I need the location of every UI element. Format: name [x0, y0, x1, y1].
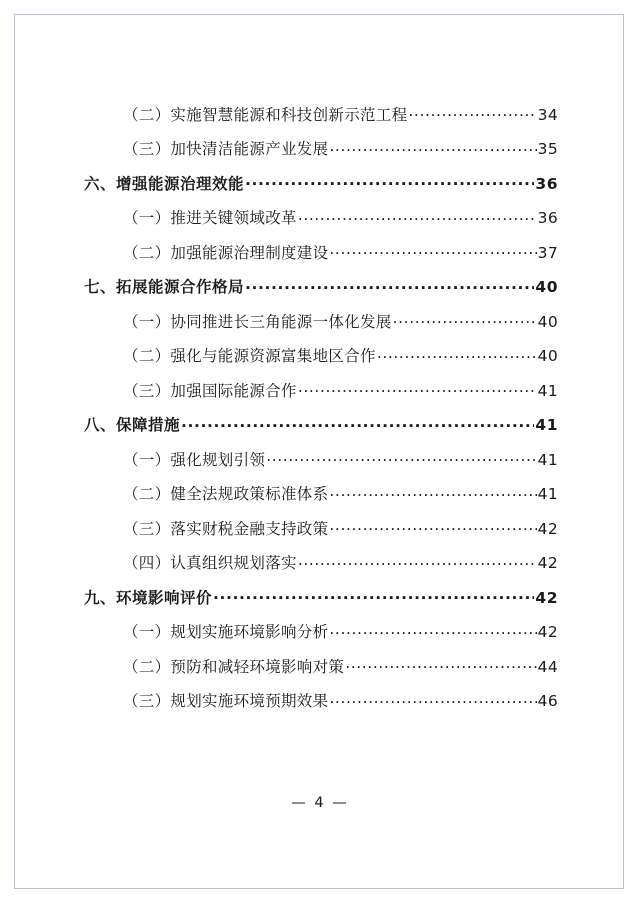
toc-leader-dots — [213, 587, 534, 603]
toc-entry[interactable] — [68, 691, 558, 710]
toc-entry-label: （四）认真组织规划落实 — [123, 554, 297, 572]
toc-entry-label: （二）实施智慧能源和科技创新示范工程 — [123, 105, 408, 124]
toc-entry-page-number: 36 — [537, 209, 558, 227]
toc-entry-label: （三）加快清洁能源产业发展 — [123, 140, 329, 158]
toc-leader-dots — [329, 484, 536, 500]
toc-entry[interactable] — [68, 656, 558, 675]
toc-entry-page-number: 34 — [537, 105, 558, 124]
toc-leader-dots — [329, 691, 536, 707]
toc-entry-page-number: 42 — [537, 623, 558, 641]
toc-entry-label: 七、拓展能源合作格局 — [84, 278, 245, 296]
toc-entry-label: （三）规划实施环境预期效果 — [123, 692, 329, 710]
toc-leader-dots — [393, 311, 537, 327]
toc-entry-label: （二）健全法规政策标准体系 — [123, 485, 329, 503]
table-of-contents — [68, 104, 558, 725]
toc-leader-dots — [298, 208, 537, 224]
toc-entry-label: （三）落实财税金融支持政策 — [123, 519, 329, 538]
toc-entry-page-number: 42 — [537, 554, 558, 572]
toc-entry-page-number: 36 — [535, 174, 558, 193]
toc-entry-label: （一）推进关键领域改革 — [123, 209, 297, 227]
toc-entry-label: 八、保障措施 — [84, 416, 181, 434]
toc-entry[interactable] — [68, 242, 558, 261]
toc-entry-label: （一）规划实施环境影响分析 — [123, 623, 329, 641]
toc-entry-page-number: 40 — [537, 347, 558, 365]
toc-entry-page-number: 44 — [537, 657, 558, 676]
toc-leader-dots — [181, 415, 534, 431]
toc-leader-dots — [329, 622, 536, 638]
toc-leader-dots — [245, 277, 534, 293]
toc-leader-dots — [266, 449, 536, 465]
toc-entry-label: 六、增强能源治理效能 — [84, 174, 245, 193]
toc-entry[interactable] — [68, 518, 558, 537]
toc-entry-label: （一）强化规划引领 — [123, 450, 266, 469]
toc-entry-page-number: 41 — [537, 485, 558, 503]
toc-leader-dots — [329, 139, 536, 155]
toc-entry-page-number: 37 — [537, 243, 558, 262]
toc-leader-dots — [329, 242, 536, 258]
toc-entry-page-number: 42 — [537, 519, 558, 538]
toc-entry[interactable] — [68, 346, 558, 365]
toc-leader-dots — [345, 656, 536, 672]
toc-entry[interactable] — [68, 415, 558, 434]
toc-entry-label: （三）加强国际能源合作 — [123, 381, 297, 400]
toc-entry-page-number: 40 — [537, 312, 558, 331]
toc-entry-label: （二）强化与能源资源富集地区合作 — [123, 347, 376, 365]
toc-leader-dots — [298, 553, 537, 569]
toc-entry[interactable] — [68, 104, 558, 123]
toc-entry[interactable] — [68, 277, 558, 296]
toc-entry[interactable] — [68, 449, 558, 468]
toc-leader-dots — [329, 518, 536, 534]
toc-entry[interactable] — [68, 139, 558, 158]
toc-entry-page-number: 41 — [535, 416, 558, 434]
toc-entry-label: （二）预防和减轻环境影响对策 — [123, 657, 345, 676]
toc-entry[interactable] — [68, 208, 558, 227]
toc-entry[interactable] — [68, 622, 558, 641]
toc-entry[interactable] — [68, 173, 558, 192]
toc-entry-label: （二）加强能源治理制度建设 — [123, 243, 329, 262]
toc-entry[interactable] — [68, 484, 558, 503]
toc-entry-page-number: 40 — [535, 278, 558, 296]
toc-entry-page-number: 46 — [537, 692, 558, 710]
toc-entry[interactable] — [68, 380, 558, 399]
toc-entry-page-number: 35 — [537, 140, 558, 158]
toc-leader-dots — [245, 173, 534, 189]
toc-leader-dots — [377, 346, 537, 362]
toc-entry[interactable] — [68, 587, 558, 606]
toc-leader-dots — [298, 380, 537, 396]
toc-entry-page-number: 41 — [537, 381, 558, 400]
page-number-footer: — 4 — — [291, 795, 349, 811]
toc-entry[interactable] — [68, 553, 558, 572]
toc-entry-label: 九、环境影响评价 — [84, 588, 213, 607]
toc-entry-label: （一）协同推进长三角能源一体化发展 — [123, 312, 392, 331]
toc-entry[interactable] — [68, 311, 558, 330]
toc-entry-page-number: 42 — [535, 588, 558, 607]
toc-leader-dots — [408, 104, 536, 120]
toc-entry-page-number: 41 — [537, 450, 558, 469]
